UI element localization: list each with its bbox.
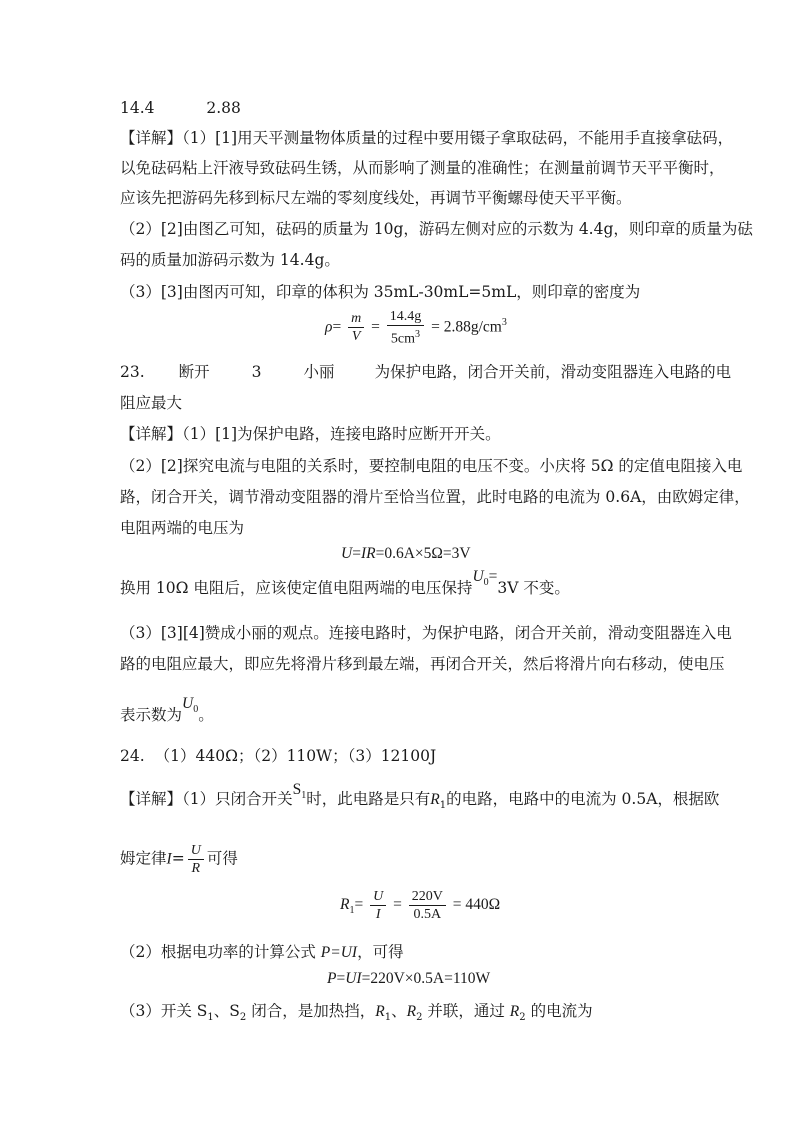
i-symbol: I — [375, 907, 381, 922]
ui-symbol: UI — [345, 970, 362, 987]
q23-answer-line2: 阻应最大 — [120, 394, 183, 412]
q24-number: 24. — [120, 747, 145, 765]
q23-p2-line3: 电阻两端的电压为 — [120, 519, 245, 537]
r-symbol: R — [340, 896, 350, 914]
i-symbol: I — [166, 850, 172, 868]
q22-detail-label: 【详解】 — [120, 129, 183, 147]
q22-answers — [120, 98, 241, 118]
equals: = — [393, 896, 402, 914]
subscript: 0 — [483, 577, 489, 589]
denominator: 5cm — [390, 331, 415, 347]
q22-answer-1: 14.4 — [120, 99, 155, 117]
p-symbol: P — [327, 970, 337, 987]
text: 。 — [198, 706, 214, 724]
ohms-law-fraction — [188, 842, 204, 877]
u-symbol: U — [373, 889, 384, 904]
rho-symbol: ρ — [325, 318, 333, 336]
subscript: 2 — [416, 1012, 423, 1024]
q22-p1-text1: （1）[1]用天平测量物体质量的过程中要用镊子拿取砝码，不能用手直接拿砝码， — [182, 129, 734, 147]
u-over-i-fraction — [370, 888, 386, 923]
u-symbol: U — [190, 843, 201, 858]
q24-resistance-formula — [340, 888, 500, 923]
resistance-result: = 440Ω — [452, 896, 501, 914]
u-symbol: U — [182, 695, 194, 712]
mass-over-volume-fraction — [387, 308, 425, 348]
subscript: 1 — [384, 1012, 392, 1024]
q23-p1 — [120, 424, 501, 444]
u-symbol: U — [341, 545, 353, 562]
q23-p3-line1: （3）[3][4]赞成小丽的观点。连接电路时，为保护电路，闭合开关前，滑动变阻器连入电 — [120, 624, 732, 642]
q23-answer-2: 3 — [251, 363, 262, 381]
q22-p1-line2: 以免砝码粘上汗液导致砝码生锈，从而影响了测量的准确性；在测量前调节天平平衡时， — [120, 159, 725, 177]
v-symbol: V — [351, 329, 361, 345]
equals: = — [336, 970, 346, 987]
q23-p1-text: （1）[1]为保护电路，连接电路时应断开开关。 — [182, 425, 501, 443]
q23-detail-label: 【详解】 — [120, 425, 183, 443]
r-symbol: R — [375, 1003, 385, 1020]
text: 、 — [391, 1002, 407, 1020]
subscript: 1 — [349, 905, 355, 917]
text: 、S — [213, 1002, 240, 1020]
q24-answers-text: （1）440Ω；（2）110W；（3）12100J — [154, 747, 437, 765]
s-symbol: S — [292, 781, 302, 798]
equals: = — [171, 849, 185, 868]
equals: = — [354, 896, 364, 914]
q22-p2-line2: 码的质量加游码示数为 14.4g。 — [120, 251, 340, 269]
subscript: 1 — [301, 790, 307, 802]
q24-answers — [120, 746, 436, 766]
text: 的电路，电路中的电流为 0.5A，根据欧 — [446, 790, 720, 808]
q23-p2-line4 — [120, 568, 570, 605]
q23-p3-line2: 路的电阻应最大，即应先将滑片移到最左端，再闭合开关，然后将滑片向右移动，使电压 — [120, 655, 725, 673]
numerator: 14.4g — [387, 308, 425, 326]
voltage-result: =0.6A×5Ω=3V — [375, 545, 471, 562]
power-formula-inline: P=UI — [320, 944, 358, 961]
text: 姆定律 — [120, 849, 167, 868]
value-fraction — [409, 888, 446, 923]
text: （1）只闭合开关 — [182, 790, 293, 808]
text: 的电流为 — [525, 1002, 593, 1020]
ir-symbol: IR — [360, 545, 376, 562]
m-symbol: m — [351, 311, 362, 327]
equals: = — [371, 318, 380, 336]
text: 3V 不变。 — [497, 579, 570, 597]
text: （2）根据电功率的计算公式 — [120, 943, 321, 961]
text: 时，此电路是只有 — [306, 790, 431, 808]
q22-p3-line1: （3）[3]由图丙可知，印章的体积为 35mL-30mL=5mL，则印章的密度为 — [120, 283, 641, 301]
subscript: 2 — [239, 1012, 247, 1024]
q24-p3 — [120, 1001, 593, 1028]
power-result: =220V×0.5A=110W — [361, 970, 491, 987]
text: 换用 10Ω 电阻后，应该使定值电阻两端的电压保持 — [120, 579, 473, 597]
q22-p1-line3: 应该先把游码先移到标尺左端的零刻度线处，再调节平衡螺母使天平平衡。 — [120, 189, 632, 207]
subscript: 0 — [193, 704, 199, 716]
u-symbol: U — [472, 568, 484, 585]
q22-p1-line1 — [120, 128, 733, 148]
equals: = — [352, 545, 361, 562]
q23-p2-line1: （2）[2]探究电流与电阻的关系时，要控制电阻的电压不变。小庆将 5Ω 的定值电阻接入电 — [120, 457, 743, 475]
numerator: 220V — [409, 888, 446, 906]
r-symbol: R — [406, 1003, 417, 1020]
m-over-v-fraction — [348, 310, 364, 345]
q24-p1-line2 — [120, 842, 238, 877]
q22-density-formula — [325, 308, 507, 348]
q22-answer-2: 2.88 — [206, 99, 241, 117]
subscript: 2 — [519, 1012, 526, 1024]
q24-p1-line1 — [120, 781, 720, 816]
q23-answer-1: 断开 — [178, 363, 210, 381]
q24-detail-label: 【详解】 — [120, 790, 183, 808]
q22-p2-line1: （2）[2]由图乙可知，砝码的质量为 10g，游码左侧对应的示数为 4.4g，则印章的质量为砝 — [120, 220, 753, 238]
denominator: 0.5A — [413, 907, 442, 922]
q24-p2 — [120, 942, 404, 963]
equals: = — [332, 318, 342, 336]
r-symbol: R — [191, 861, 201, 876]
subscript: 1 — [207, 1012, 214, 1024]
equals: = — [488, 568, 498, 585]
text: （3）开关 S — [120, 1002, 208, 1020]
text: 可得 — [206, 849, 238, 868]
q23-answer-3: 小丽 — [303, 363, 335, 381]
text: 闭合，是加热挡， — [246, 1002, 376, 1020]
q23-answers — [120, 362, 731, 382]
exponent: 3 — [501, 317, 507, 329]
text: 表示数为 — [120, 706, 183, 724]
r-symbol: R — [509, 1003, 520, 1020]
r-symbol: R — [430, 791, 440, 808]
q24-power-formula — [327, 970, 490, 988]
q23-p3-line3 — [120, 695, 214, 732]
q23-number: 23. — [120, 363, 145, 381]
q23-answer-4: 为保护电路，闭合开关前，滑动变阻器连入电路的电 — [374, 363, 732, 381]
q23-voltage-formula — [341, 545, 471, 563]
text: 并联，通过 — [422, 1002, 510, 1020]
q23-p2-line2: 路，闭合开关，调节滑动变阻器的滑片至恰当位置，此时电路的电流为 0.6A，由欧姆定律， — [120, 488, 750, 506]
text: ，可得 — [357, 943, 404, 961]
exponent: 3 — [415, 329, 420, 340]
subscript: 1 — [439, 800, 447, 812]
density-result: = 2.88g/cm — [431, 318, 502, 336]
